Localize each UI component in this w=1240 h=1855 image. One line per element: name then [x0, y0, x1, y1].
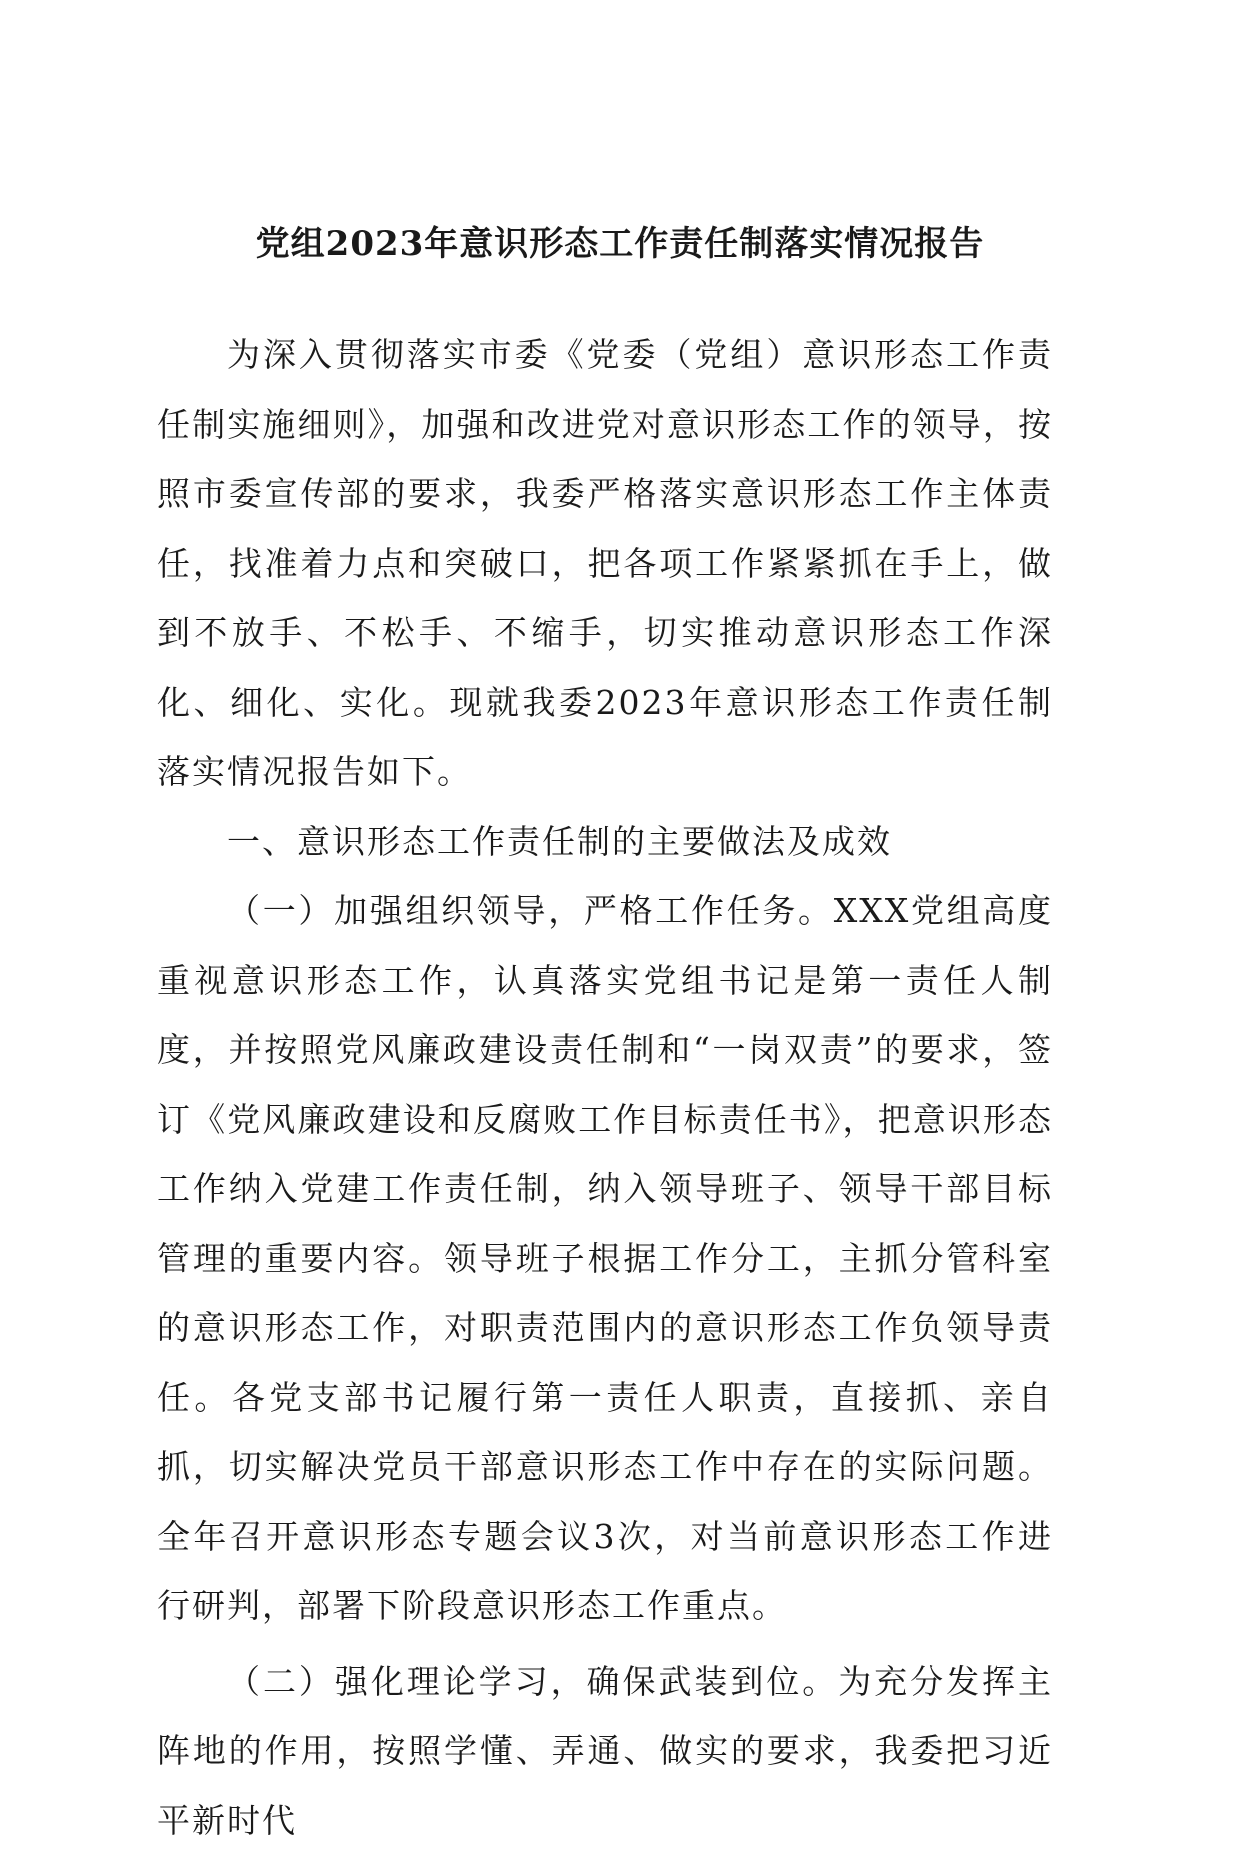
document-title: 党组2023年意识形态工作责任制落实情况报告 — [0, 222, 1240, 266]
document-body — [157, 320, 1053, 1855]
section-heading-1: 一、意识形态工作责任制的主要做法及成效 — [157, 807, 1053, 877]
paragraph-subsection-1: （一）加强组织领导，严格工作任务。XXX党组高度重视意识形态工作，认真落实党组书记是第一责任人制度，并按照党风廉政建设责任制和“一岗双责”的要求，签订《党风廉政建设和反腐败工作目标责任书》，把意识形态工作纳入党建工作责任制，纳入领导班子、领导干部目标管理的重要内容。领导班子根据工作分工，主抓分管科室的意识形态工作，对职责范围内的意识形态工作负领导责任。各党支部书记履行第一责任人职责，直接抓、亲自抓，切实解决党员干部意识形态工作中存在的实际问题。全年召开意识形态专题会议3次，对当前意识形态工作进行研判，部署下阶段意识形态工作重点。 — [157, 876, 1053, 1641]
paragraph-intro: 为深入贯彻落实市委《党委（党组）意识形态工作责任制实施细则》，加强和改进党对意识形态工作的领导，按照市委宣传部的要求，我委严格落实意识形态工作主体责任，找准着力点和突破口，把各项工作紧紧抓在手上，做到不放手、不松手、不缩手，切实推动意识形态工作深化、细化、实化。现就我委2023年意识形态工作责任制落实情况报告如下。 — [157, 320, 1053, 807]
paragraph-subsection-2: （二）强化理论学习，确保武装到位。为充分发挥主阵地的作用，按照学懂、弄通、做实的要求，我委把习近平新时代 — [157, 1647, 1053, 1855]
